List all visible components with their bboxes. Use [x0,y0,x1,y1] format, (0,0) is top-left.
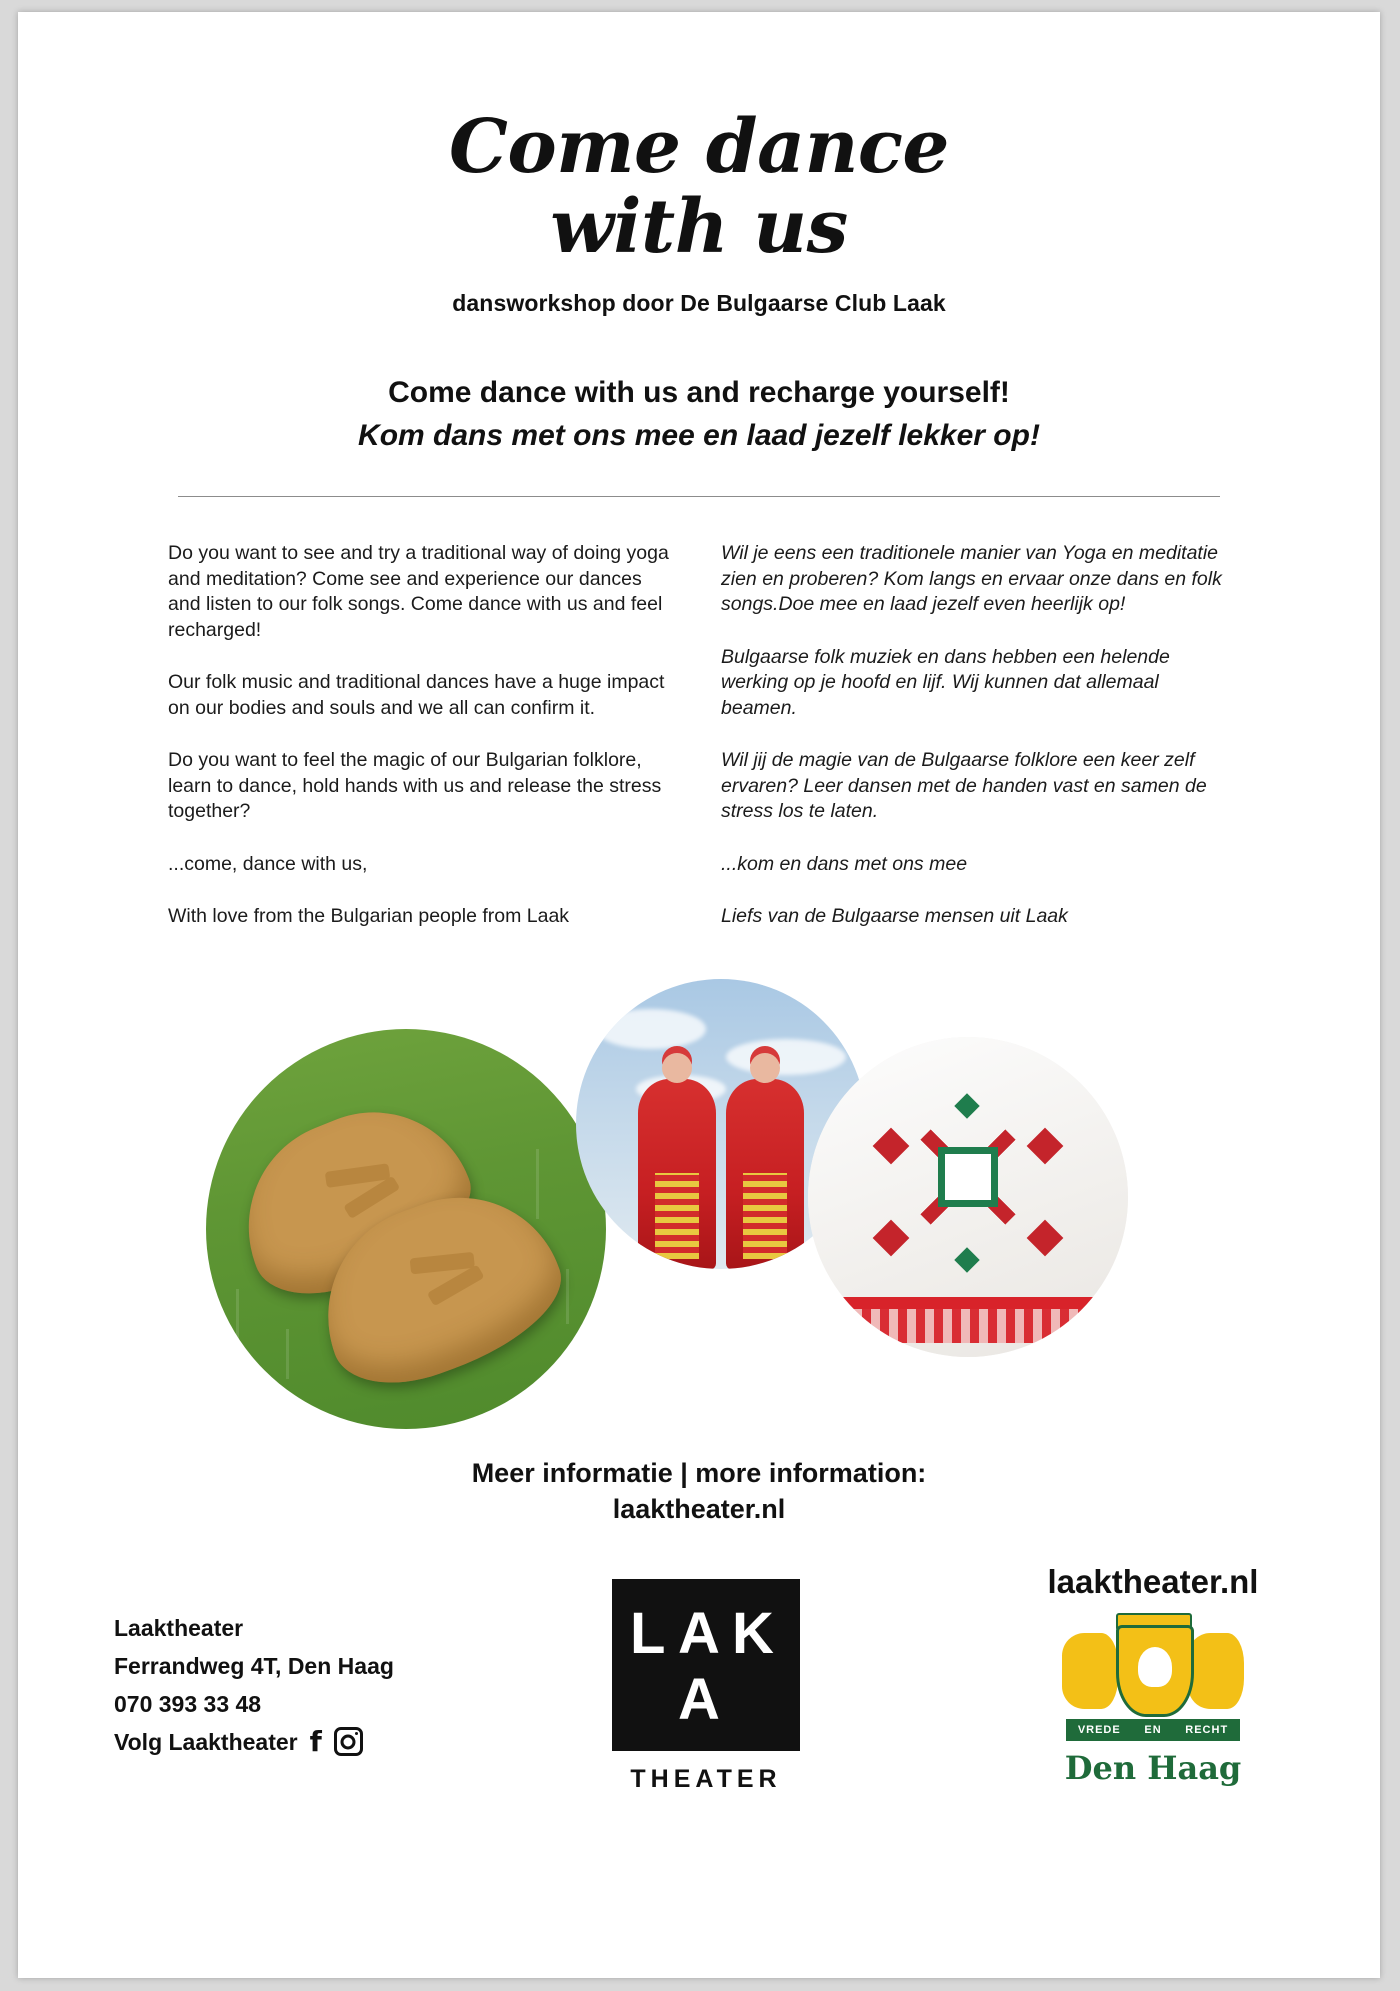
laaktheater-logo [612,1579,800,1794]
dancer-right [726,1079,804,1269]
english-paragraph-5: With love from the Bulgarian people from Laak [168,905,570,927]
english-paragraph-3: Do you want to feel the magic of our Bulgarian folklore, learn to dance, hold hands with us and release the stress together? [168,749,662,822]
tagline-dutch: Kom dans met ons mee en laad jezelf lekker op! [358,419,1040,452]
tagline-english: Come dance with us and recharge yourself! [388,376,1010,409]
embroidered-cloth-photo [808,1037,1128,1357]
dancer-left [638,1079,716,1269]
venue-phone: 070 393 33 48 [114,1690,262,1717]
traditional-leather-shoes-photo [206,1029,606,1429]
divider [178,496,1220,497]
headline-line-2: with us [550,184,848,270]
logo-letter-a-bottom: A [678,1666,720,1732]
motto-mid: EN [1144,1723,1162,1736]
logo-letter-a-top: A [678,1600,720,1666]
laaktheater-logo-mark [612,1579,800,1751]
venue-address: Ferrandweg 4T, Den Haag [114,1652,394,1679]
dutch-paragraph-3: Wil jij de magie van de Bulgaarse folklore een keer zelf ervaren? Leer dansen met de handen vast en samen de stress los te laten. [721,749,1207,822]
dutch-paragraph-4: ...kom en dans met ons mee [721,852,968,875]
english-paragraph-1: Do you want to see and try a traditional way of doing yoga and meditation? Come see and experience our dances and listen to our folk songs. Come dance with us and feel recharged! [168,542,669,641]
follow-row [114,1723,394,1761]
more-information-label: Meer informatie | more information: [471,1457,927,1488]
more-information-block [18,1455,1380,1527]
logo-letter-l: L [630,1600,666,1666]
english-column [168,541,677,957]
crest-motto [1066,1719,1240,1741]
lion-left [1062,1633,1118,1709]
english-paragraph-2: Our folk music and traditional dances have a huge impact on our bodies and souls and we all can confirm it. [168,671,665,719]
page-title [18,104,1380,270]
den-haag-block [1003,1563,1303,1787]
venue-contact-block [114,1609,394,1761]
dutch-paragraph-2: Bulgaarse folk muziek en dans hebben een helende werking op je hoofd en lijf. Wij kunnen dat allemaal beamen. [721,645,1170,719]
tagline-block [18,373,1380,456]
den-haag-coat-of-arms-icon [1058,1615,1248,1741]
city-name: Den Haag [1064,1748,1242,1787]
follow-label: Volg Laaktheater [114,1728,298,1755]
motto-right: RECHT [1185,1723,1229,1736]
body-columns [168,541,1230,957]
more-information-url[interactable]: laaktheater.nl [612,1493,786,1524]
poster-page [18,12,1380,1978]
dutch-paragraph-1: Wil je eens een traditionele manier van Yoga en meditatie zien en proberen? Kom langs en ervaar onze dans en folk songs.Doe mee en laad jezelf even heerlijk op! [721,542,1222,615]
english-paragraph-4: ...come, dance with us, [168,852,368,875]
dutch-paragraph-5: Liefs van de Bulgaarse mensen uit Laak [721,905,1068,927]
stork-icon [1138,1647,1172,1687]
headline-line-1: Come dance [448,104,950,190]
lion-right [1188,1633,1244,1709]
website-url[interactable]: laaktheater.nl [1047,1562,1259,1600]
venue-name: Laaktheater [114,1614,244,1641]
poster-subtitle: dansworkshop door De Bulgaarse Club Laak [452,290,946,316]
poster-footer [18,1563,1380,1863]
facebook-icon[interactable]: f [309,1724,322,1758]
shield-icon [1116,1625,1194,1717]
motto-left: VREDE [1077,1723,1121,1736]
dutch-column [721,541,1230,957]
logo-letter-k: K [732,1600,774,1666]
instagram-icon[interactable] [334,1727,363,1756]
logo-word-theater: THEATER [630,1764,782,1793]
photo-collage [18,979,1380,1449]
